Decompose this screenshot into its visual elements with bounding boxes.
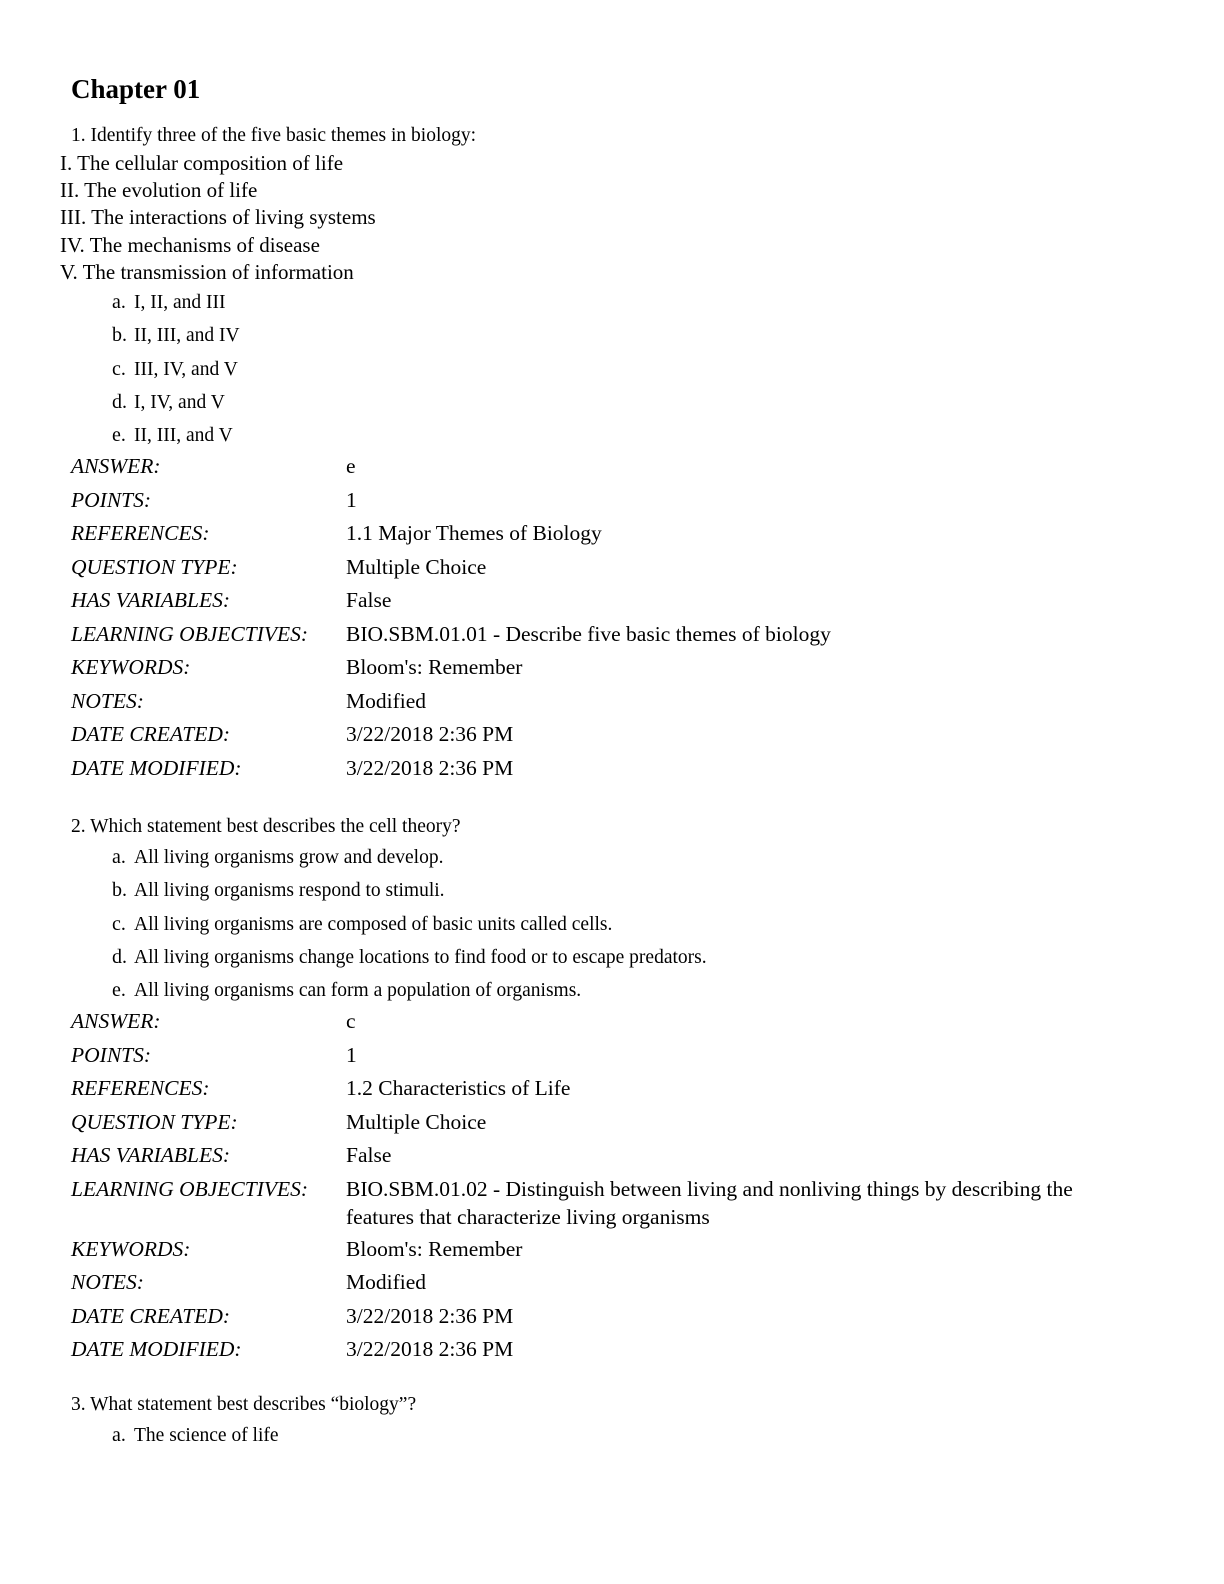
choice-list <box>112 1419 1160 1452</box>
meta-label: NOTES: <box>71 688 144 713</box>
premise-item: IV. The mechanisms of disease <box>60 232 320 257</box>
choice-text: I, IV, and V <box>134 391 225 413</box>
choice-text: All living organisms respond to stimuli. <box>134 880 445 902</box>
meta-value: Bloom's: Remember <box>346 1236 523 1261</box>
choice-item <box>112 841 1160 874</box>
choice-letter: a. <box>112 846 126 868</box>
choice-item <box>112 386 1160 419</box>
choice-list <box>112 286 1160 452</box>
meta-label: NOTES: <box>71 1270 144 1295</box>
meta-row-question-type <box>71 553 1160 587</box>
meta-value: BIO.SBM.01.02 - Distinguish between living and nonliving things by describing the features that characterize living organisms <box>346 1176 1073 1229</box>
meta-row-keywords <box>71 653 1160 687</box>
meta-row-references <box>71 519 1160 553</box>
meta-value: 1 <box>346 487 357 512</box>
meta-value: Modified <box>346 688 427 713</box>
choice-text: All living organisms are composed of basic units called cells. <box>134 913 613 935</box>
meta-value: 1 <box>346 1042 357 1067</box>
meta-label: DATE CREATED: <box>71 1303 231 1328</box>
meta-value: Multiple Choice <box>346 1109 487 1134</box>
choice-item <box>112 1419 1160 1452</box>
meta-label: REFERENCES: <box>71 521 210 546</box>
meta-value: Modified <box>346 1270 427 1295</box>
choice-item <box>112 353 1160 386</box>
meta-row-date-created <box>71 720 1160 754</box>
question-1 <box>60 122 1160 787</box>
premise-item: II. The evolution of life <box>60 178 258 203</box>
choice-item <box>112 286 1160 319</box>
meta-row-learning-objectives <box>71 620 1160 654</box>
choice-list <box>112 841 1160 1007</box>
question-stem: 2. Which statement best describes the cell theory? <box>71 816 461 837</box>
meta-value: 3/22/2018 2:36 PM <box>346 1337 514 1362</box>
question-metadata <box>71 1007 1160 1369</box>
choice-item <box>112 319 1160 352</box>
choice-letter: c. <box>112 357 126 380</box>
meta-value: 3/22/2018 2:36 PM <box>346 722 514 747</box>
premise-item: V. The transmission of information <box>60 259 354 284</box>
choice-text: All living organisms change locations to find food or to escape predators. <box>134 946 707 968</box>
choice-item <box>112 908 1160 941</box>
choice-letter: e. <box>112 979 126 1002</box>
meta-label: LEARNING OBJECTIVES: <box>71 1176 309 1201</box>
meta-row-date-modified <box>71 1335 1160 1369</box>
meta-row-has-variables <box>71 586 1160 620</box>
question-3 <box>60 1391 1160 1452</box>
meta-value: 1.1 Major Themes of Biology <box>346 521 602 546</box>
meta-value: 3/22/2018 2:36 PM <box>346 1303 514 1328</box>
choice-text: I, II, and III <box>134 291 226 313</box>
meta-value: c <box>346 1009 356 1034</box>
meta-value: BIO.SBM.01.01 - Describe five basic themes of biology <box>346 621 831 646</box>
choice-letter: a. <box>112 1424 126 1446</box>
premise-item: III. The interactions of living systems <box>60 205 376 230</box>
meta-row-has-variables <box>71 1141 1160 1175</box>
premise-item: I. The cellular composition of life <box>60 151 344 175</box>
meta-value: Bloom's: Remember <box>346 655 523 680</box>
meta-label: DATE CREATED: <box>71 722 231 747</box>
meta-label: QUESTION TYPE: <box>71 1109 238 1134</box>
choice-letter: b. <box>112 324 127 347</box>
meta-row-answer <box>71 1007 1160 1041</box>
meta-label: ANSWER: <box>71 1009 161 1034</box>
meta-label: HAS VARIABLES: <box>71 588 231 613</box>
meta-row-answer <box>71 452 1160 486</box>
chapter-title: Chapter 01 <box>71 74 201 104</box>
premise-list <box>60 150 1160 286</box>
question-stem: 1. Identify three of the five basic themes in biology: <box>71 125 477 146</box>
meta-row-notes <box>71 1268 1160 1302</box>
meta-value: 3/22/2018 2:36 PM <box>346 755 514 780</box>
meta-value: Multiple Choice <box>346 554 487 579</box>
meta-label: QUESTION TYPE: <box>71 554 238 579</box>
meta-label: REFERENCES: <box>71 1076 210 1101</box>
meta-label: ANSWER: <box>71 454 161 479</box>
meta-row-keywords <box>71 1235 1160 1269</box>
meta-row-date-created <box>71 1302 1160 1336</box>
choice-item <box>112 874 1160 907</box>
meta-row-question-type <box>71 1108 1160 1142</box>
choice-letter: d. <box>112 945 127 968</box>
choice-letter: c. <box>112 912 126 935</box>
meta-row-date-modified <box>71 754 1160 788</box>
question-2 <box>60 813 1160 1369</box>
meta-label: KEYWORDS: <box>71 1236 191 1261</box>
meta-label: DATE MODIFIED: <box>71 755 242 780</box>
meta-value: e <box>346 454 356 479</box>
choice-text: The science of life <box>134 1425 279 1446</box>
meta-label: DATE MODIFIED: <box>71 1337 242 1362</box>
meta-label: POINTS: <box>71 487 152 512</box>
meta-label: POINTS: <box>71 1042 152 1067</box>
meta-label: KEYWORDS: <box>71 655 191 680</box>
meta-row-points <box>71 1041 1160 1075</box>
question-stem: 3. What statement best describes “biology”? <box>71 1394 417 1415</box>
meta-label: LEARNING OBJECTIVES: <box>71 621 309 646</box>
choice-item <box>112 419 1160 452</box>
choice-text: II, III, and IV <box>134 325 240 347</box>
choice-letter: b. <box>112 879 127 902</box>
choice-text: II, III, and V <box>134 425 233 447</box>
choice-text: III, IV, and V <box>134 358 238 380</box>
choice-text: All living organisms grow and develop. <box>134 847 444 868</box>
meta-value: False <box>346 588 392 613</box>
choice-item <box>112 974 1160 1007</box>
meta-label: HAS VARIABLES: <box>71 1143 231 1168</box>
meta-value: 1.2 Characteristics of Life <box>346 1076 571 1101</box>
choice-letter: e. <box>112 424 126 447</box>
choice-item <box>112 941 1160 974</box>
question-metadata <box>71 452 1160 787</box>
choice-letter: d. <box>112 390 127 413</box>
choice-letter: a. <box>112 290 126 313</box>
choice-text: All living organisms can form a population of organisms. <box>134 980 582 1002</box>
meta-row-notes <box>71 687 1160 721</box>
meta-value: False <box>346 1143 392 1168</box>
meta-row-points <box>71 486 1160 520</box>
meta-row-references <box>71 1074 1160 1108</box>
meta-row-learning-objectives <box>71 1175 1160 1235</box>
